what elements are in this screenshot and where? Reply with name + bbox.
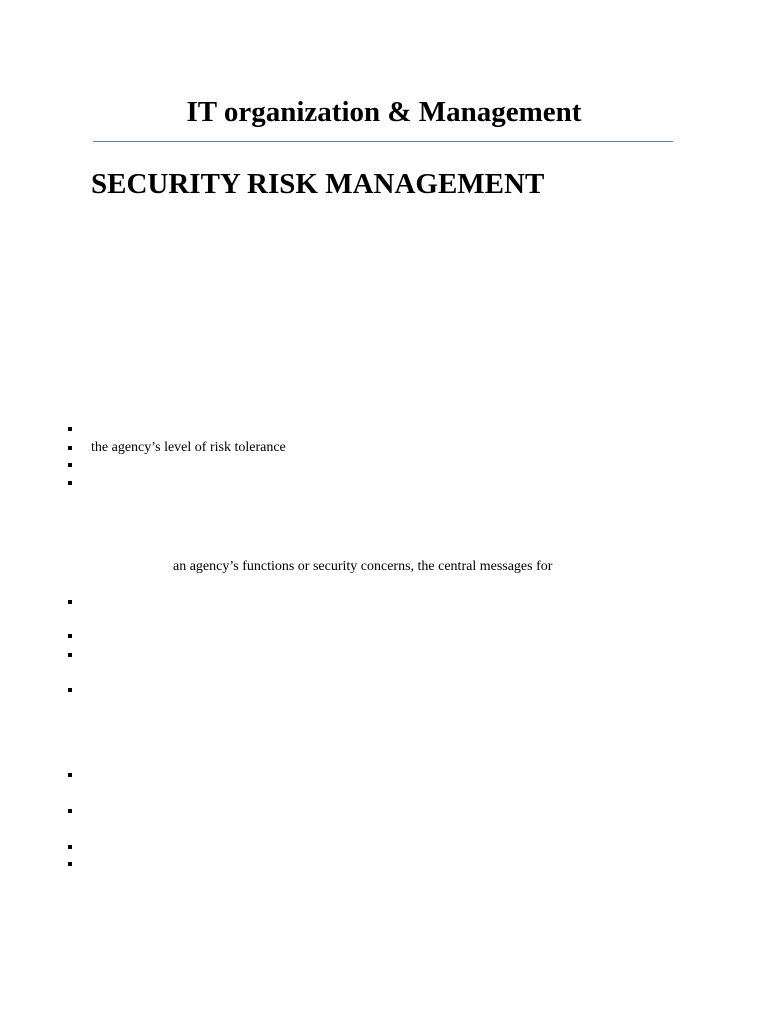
bullet-marker	[68, 634, 72, 638]
bullet-marker	[68, 773, 72, 777]
title-divider	[93, 141, 673, 142]
bullet-marker	[68, 463, 72, 467]
bullet-marker	[68, 427, 72, 431]
bullet-marker	[68, 845, 72, 849]
section-heading: SECURITY RISK MANAGEMENT	[91, 168, 545, 200]
list-item-text: the agency’s level of risk tolerance	[91, 440, 286, 455]
bullet-marker	[68, 446, 72, 450]
bullet-marker	[68, 862, 72, 866]
bullet-marker	[68, 653, 72, 657]
bullet-marker	[68, 688, 72, 692]
page-title: IT organization & Management	[186, 96, 582, 128]
body-text-fragment: an agency’s functions or security concerns, the central messages for	[173, 559, 553, 574]
bullet-marker	[68, 481, 72, 485]
bullet-marker	[68, 809, 72, 813]
bullet-marker	[68, 600, 72, 604]
